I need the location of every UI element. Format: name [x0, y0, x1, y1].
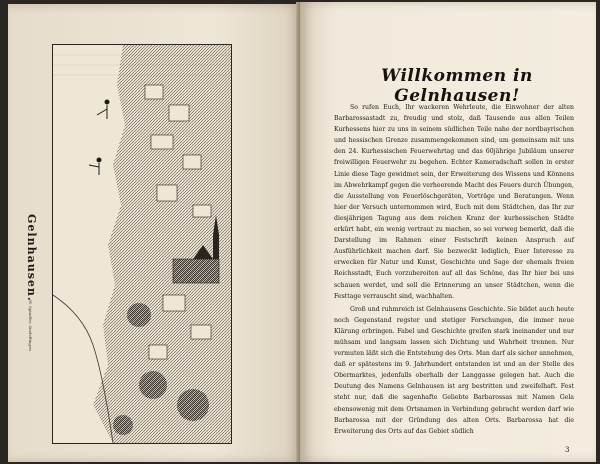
town-engraving	[52, 44, 232, 444]
engraving-caption: Gelnhausen.	[25, 214, 38, 302]
paragraph-history: Groß und ruhmreich ist Gelnhausens Geschichte. Sie bildet auch heute noch Gegenstand regster und stetiger Forschungen, die immer neue Klärung erbringen. Fabel und Geschichte greifen stark ineinander und nur mühsam und langsam lassen sich Dichtung und Wahrheit trennen. Nur vermuten läßt sich die Entstehung des Orts. Man darf als sicher annehmen, daß er spätestens im 9. Jahrhundert entstanden ist und an der Stelle des Obermarktes, jedenfalls oberhalb der Langgasse gelegen hat. Auch die Deutung des Namens Gelnhausen ist arg bestritten und zweifelhaft. Fest steht nur, daß die sagenhafte Geliebte Barbarossas mit Namen Gela ebensowenig mit dem Ortsnamen in Verbindung gebracht werden darf wie Barbarossa mit der Gründung des alten Orts. Barbarossa hat die Erweiterung des Orts auf das Gebiet südlich	[334, 305, 574, 435]
page-number: 3	[565, 446, 570, 454]
engraver-credit: W. Spindler, Sindelfingen	[28, 300, 33, 351]
body-text	[334, 102, 574, 437]
engraving-drawing	[53, 45, 231, 443]
paragraph-welcome: So rufen Euch, Ihr wackeren Wehrleute, die Einwohner der alten Barbarossastadt zu, freudig und stolz, daß Tausende aus allen Teilen Kurhessens hier zu uns in seinem südlichen Teile nahe der nordbayrischen und hessischen Grenze zusammengekommen sind, um gemeinsam mit uns den 24. Kurhessischen Feuerwehrtag und das 60jährige Jubiläum unserer freiwilligen Feuerwehr zu begehen. Echter Kameradschaft sollen in erster Linie diese Tage gewidmet sein, der Erweiterung des Wissens und Könnens im Abwehrkampf gegen die verheerende Macht des Feuers durch Übungen, die Ausstellung von Feuerlöschgeräten, Vorträge und Beratungen. Wenn hier der Versuch unternommen wird, Euch mit dem Städtchen, das Ihr zur diesjährigen Tagung aus dem reichen Kranz der kurhessischen Städte erkürt habt, ein wenig vertraut zu machen, so sei vorweg bemerkt, daß die Darstellung im Rahmen einer Festschrift keinen Anspruch auf Ausführlichkeit machen darf. Sie bezweckt lediglich, Euer Interesse zu erwecken für Natur und Kunst, Geschichte und Sage der ehemals freien Reichsstadt, Euch vorzubereiten auf all das Schöne, das Ihr hier bei uns schauen werdet, und soll die Erinnerung an unser Städtchen, wenn die Festtage verrauscht sind, wachhalten.	[334, 104, 574, 300]
page-title: Willkommen in Gelnhausen!	[381, 66, 533, 106]
